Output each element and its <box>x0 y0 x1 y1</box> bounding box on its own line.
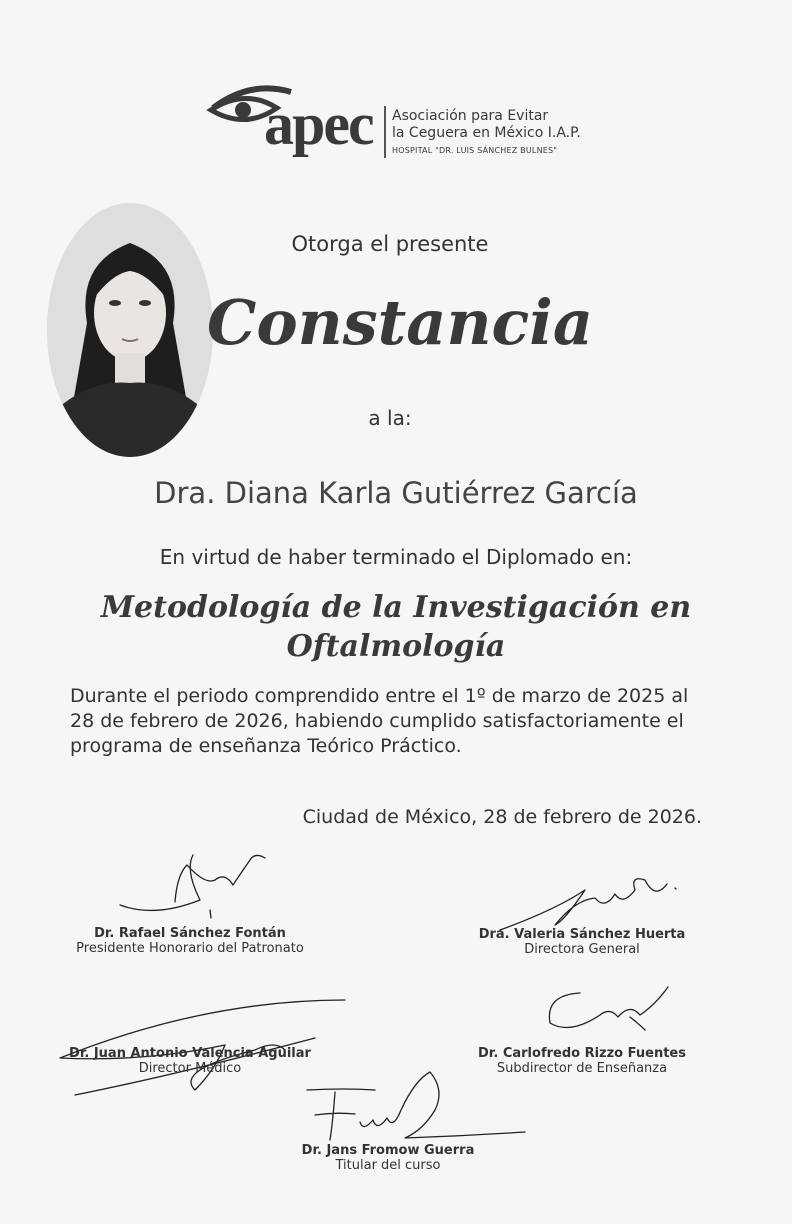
portrait-photo <box>47 203 213 457</box>
signatory-director-general <box>452 927 712 957</box>
signatory-course-head <box>258 1143 518 1173</box>
course-line-2: Oftalmología <box>286 629 506 664</box>
signatory-name: Dr. Jans Fromow Guerra <box>301 1143 475 1158</box>
signatory-president <box>40 926 340 956</box>
signatory-medical-director <box>40 1046 340 1076</box>
signatory-name: Dra. Valeria Sánchez Huerta <box>478 927 686 942</box>
signatory-role: Subdirector de Enseñanza <box>496 1061 668 1076</box>
org-line-1: Asociación para Evitar <box>392 108 549 124</box>
period-line-3: programa de enseñanza Teórico Práctico. <box>70 735 462 757</box>
signatory-name: Dr. Carlofredo Rizzo Fuentes <box>478 1046 686 1061</box>
signatory-name: Dr. Rafael Sánchez Fontán <box>94 926 286 941</box>
signatory-name: Dr. Juan Antonio Valencia Aguilar <box>69 1046 311 1061</box>
signatory-role: Titular del curso <box>335 1158 441 1173</box>
place-and-date: Ciudad de México, 28 de febrero de 2026. <box>302 806 702 828</box>
recipient-name: Dra. Diana Karla Gutiérrez García <box>154 476 638 510</box>
course-line-1: Metodología de la Investigación en <box>100 590 692 625</box>
period-line-2: 28 de febrero de 2026, habiendo cumplido satisfactoriamente el <box>70 710 684 732</box>
signatory-role: Director Médico <box>138 1061 242 1076</box>
course-name <box>60 588 732 666</box>
certificate-title: Constancia <box>206 286 594 359</box>
signatory-teaching-subdirector <box>452 1046 712 1076</box>
award-reason: En virtud de haber terminado el Diplomado en: <box>159 545 633 569</box>
period-line-1: Durante el periodo comprendido entre el 1º de marzo de 2025 al <box>70 685 689 707</box>
signature-scribble-4 <box>540 985 675 1040</box>
signature-scribble-2 <box>495 870 685 935</box>
signature-scribble-1 <box>115 850 275 925</box>
signature-scribble-5 <box>305 1070 530 1145</box>
period-text <box>70 684 730 759</box>
org-line-2: la Ceguera en México I.A.P. <box>392 125 581 141</box>
signatory-role: Directora General <box>524 942 640 957</box>
organization-name <box>392 108 581 159</box>
org-line-3: HOSPITAL "DR. LUIS SÁNCHEZ BULNES" <box>392 146 558 155</box>
certificate-intro: Otorga el presente <box>291 232 489 256</box>
logo-divider <box>384 106 386 158</box>
recipient-prefix: a la: <box>368 406 412 430</box>
signatory-role: Presidente Honorario del Patronato <box>76 941 304 956</box>
logo-wordmark: apec <box>264 91 373 157</box>
